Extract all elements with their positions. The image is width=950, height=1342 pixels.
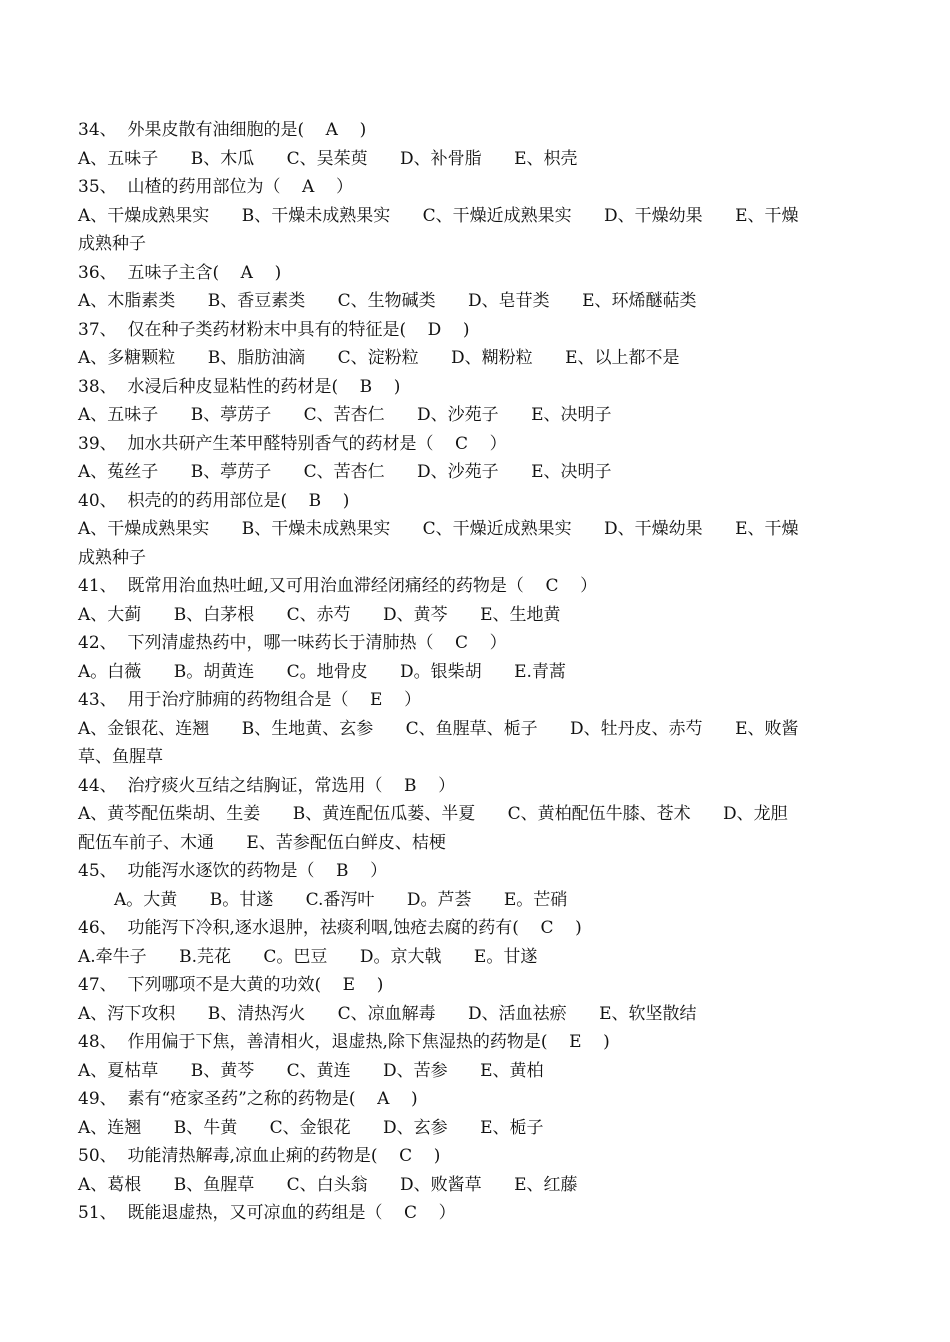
options-47: A、泻下攻积 B、清热泻火 C、凉血解毒 D、活血祛瘀 E、软坚散结 — [78, 1003, 697, 1024]
options-49: A、连翘 B、牛黄 C、金银花 D、玄参 E、栀子 — [78, 1117, 544, 1138]
options-43: A、金银花、连翘 B、生地黄、玄参 C、鱼腥草、栀子 D、牡丹皮、赤芍 E、败酱 — [78, 718, 799, 739]
question-39: 39、 加水共研产生苯甲醛特别香气的药材是（ C ） — [78, 433, 507, 454]
options-37: A、多糖颗粒 B、脂肪油滴 C、淀粉粒 D、糊粉粒 E、以上都不是 — [78, 348, 680, 368]
options-48: A、夏枯草 B、黄芩 C、黄连 D、苦参 E、黄柏 — [78, 1060, 544, 1081]
options-44-continued: 配伍车前子、木通 E、苦参配伍白鲜皮、桔梗 — [78, 832, 446, 853]
options-45: A。大黄 B。甘遂 C.番泻叶 D。芦荟 E。芒硝 — [114, 889, 568, 910]
options-43-continued: 草、鱼腥草 — [78, 747, 163, 767]
question-48: 48、 作用偏于下焦，善清相火，退虚热,除下焦湿热的药物是( E ) — [78, 1032, 610, 1052]
question-49: 49、 素有“疮家圣药”之称的药物是( A ) — [78, 1089, 418, 1109]
options-41: A、大蓟 B、白茅根 C、赤芍 D、黄芩 E、生地黄 — [78, 604, 561, 625]
question-44: 44、 治疗痰火互结之结胸证，常选用（ B ） — [78, 775, 456, 796]
options-46: A.牵牛子 B.芫花 C。巴豆 D。京大戟 E。甘遂 — [78, 946, 538, 967]
options-35-continued: 成熟种子 — [78, 234, 146, 254]
question-45: 45、 功能泻水逐饮的药物是（ B ） — [78, 861, 388, 881]
question-42: 42、 下列清虚热药中，哪一味药长于清肺热（ C ） — [78, 633, 507, 653]
question-51: 51、 既能退虚热，又可凉血的药组是（ C ） — [78, 1203, 456, 1223]
question-46: 46、 功能泻下冷积,逐水退肿，祛痰利咽,蚀疮去腐的药有( C ) — [78, 918, 582, 938]
options-39: A、菟丝子 B、葶苈子 C、苦杏仁 D、沙苑子 E、决明子 — [78, 462, 612, 482]
options-35: A、干燥成熟果实 B、干燥未成熟果实 C、干燥近成熟果实 D、干燥幼果 E、干燥 — [78, 205, 799, 226]
options-38: A、五味子 B、葶苈子 C、苦杏仁 D、沙苑子 E、决明子 — [78, 405, 612, 425]
question-50: 50、 功能清热解毒,凉血止痢的药物是( C ) — [78, 1146, 441, 1166]
question-36: 36、 五味子主含( A ) — [78, 262, 282, 283]
document-page — [78, 116, 878, 1228]
question-38: 38、 水浸后种皮显粘性的药材是( B ) — [78, 376, 401, 397]
options-40-continued: 成熟种子 — [78, 547, 146, 568]
question-41: 41、 既常用治血热吐衄,又可用治血滞经闭痛经的药物是（ C ） — [78, 576, 598, 596]
question-47: 47、 下列哪项不是大黄的功效( E ) — [78, 975, 384, 995]
question-37: 37、 仅在种子类药材粉末中具有的特征是( D ) — [78, 319, 470, 340]
question-43: 43、 用于治疗肺痈的药物组合是（ E ） — [78, 690, 422, 710]
options-36: A、木脂素类 B、香豆素类 C、生物碱类 D、皂苷类 E、环烯醚萜类 — [78, 291, 697, 311]
options-50: A、葛根 B、鱼腥草 C、白头翁 D、败酱草 E、红藤 — [78, 1174, 578, 1195]
options-44: A、黄芩配伍柴胡、生姜 B、黄连配伍瓜蒌、半夏 C、黄柏配伍牛膝、苍术 D、龙胆 — [78, 804, 788, 824]
options-42: A。白薇 B。胡黄连 C。地骨皮 D。银柴胡 E.青蒿 — [78, 661, 566, 682]
question-34: 34、 外果皮散有油细胞的是( A ) — [78, 120, 367, 140]
options-40: A、干燥成熟果实 B、干燥未成熟果实 C、干燥近成熟果实 D、干燥幼果 E、干燥 — [78, 519, 799, 539]
options-34: A、五味子 B、木瓜 C、吴茱萸 D、补骨脂 E、枳壳 — [78, 148, 578, 169]
question-40: 40、 枳壳的的药用部位是( B ) — [78, 490, 350, 511]
question-35: 35、 山楂的药用部位为（ A ） — [78, 177, 353, 197]
